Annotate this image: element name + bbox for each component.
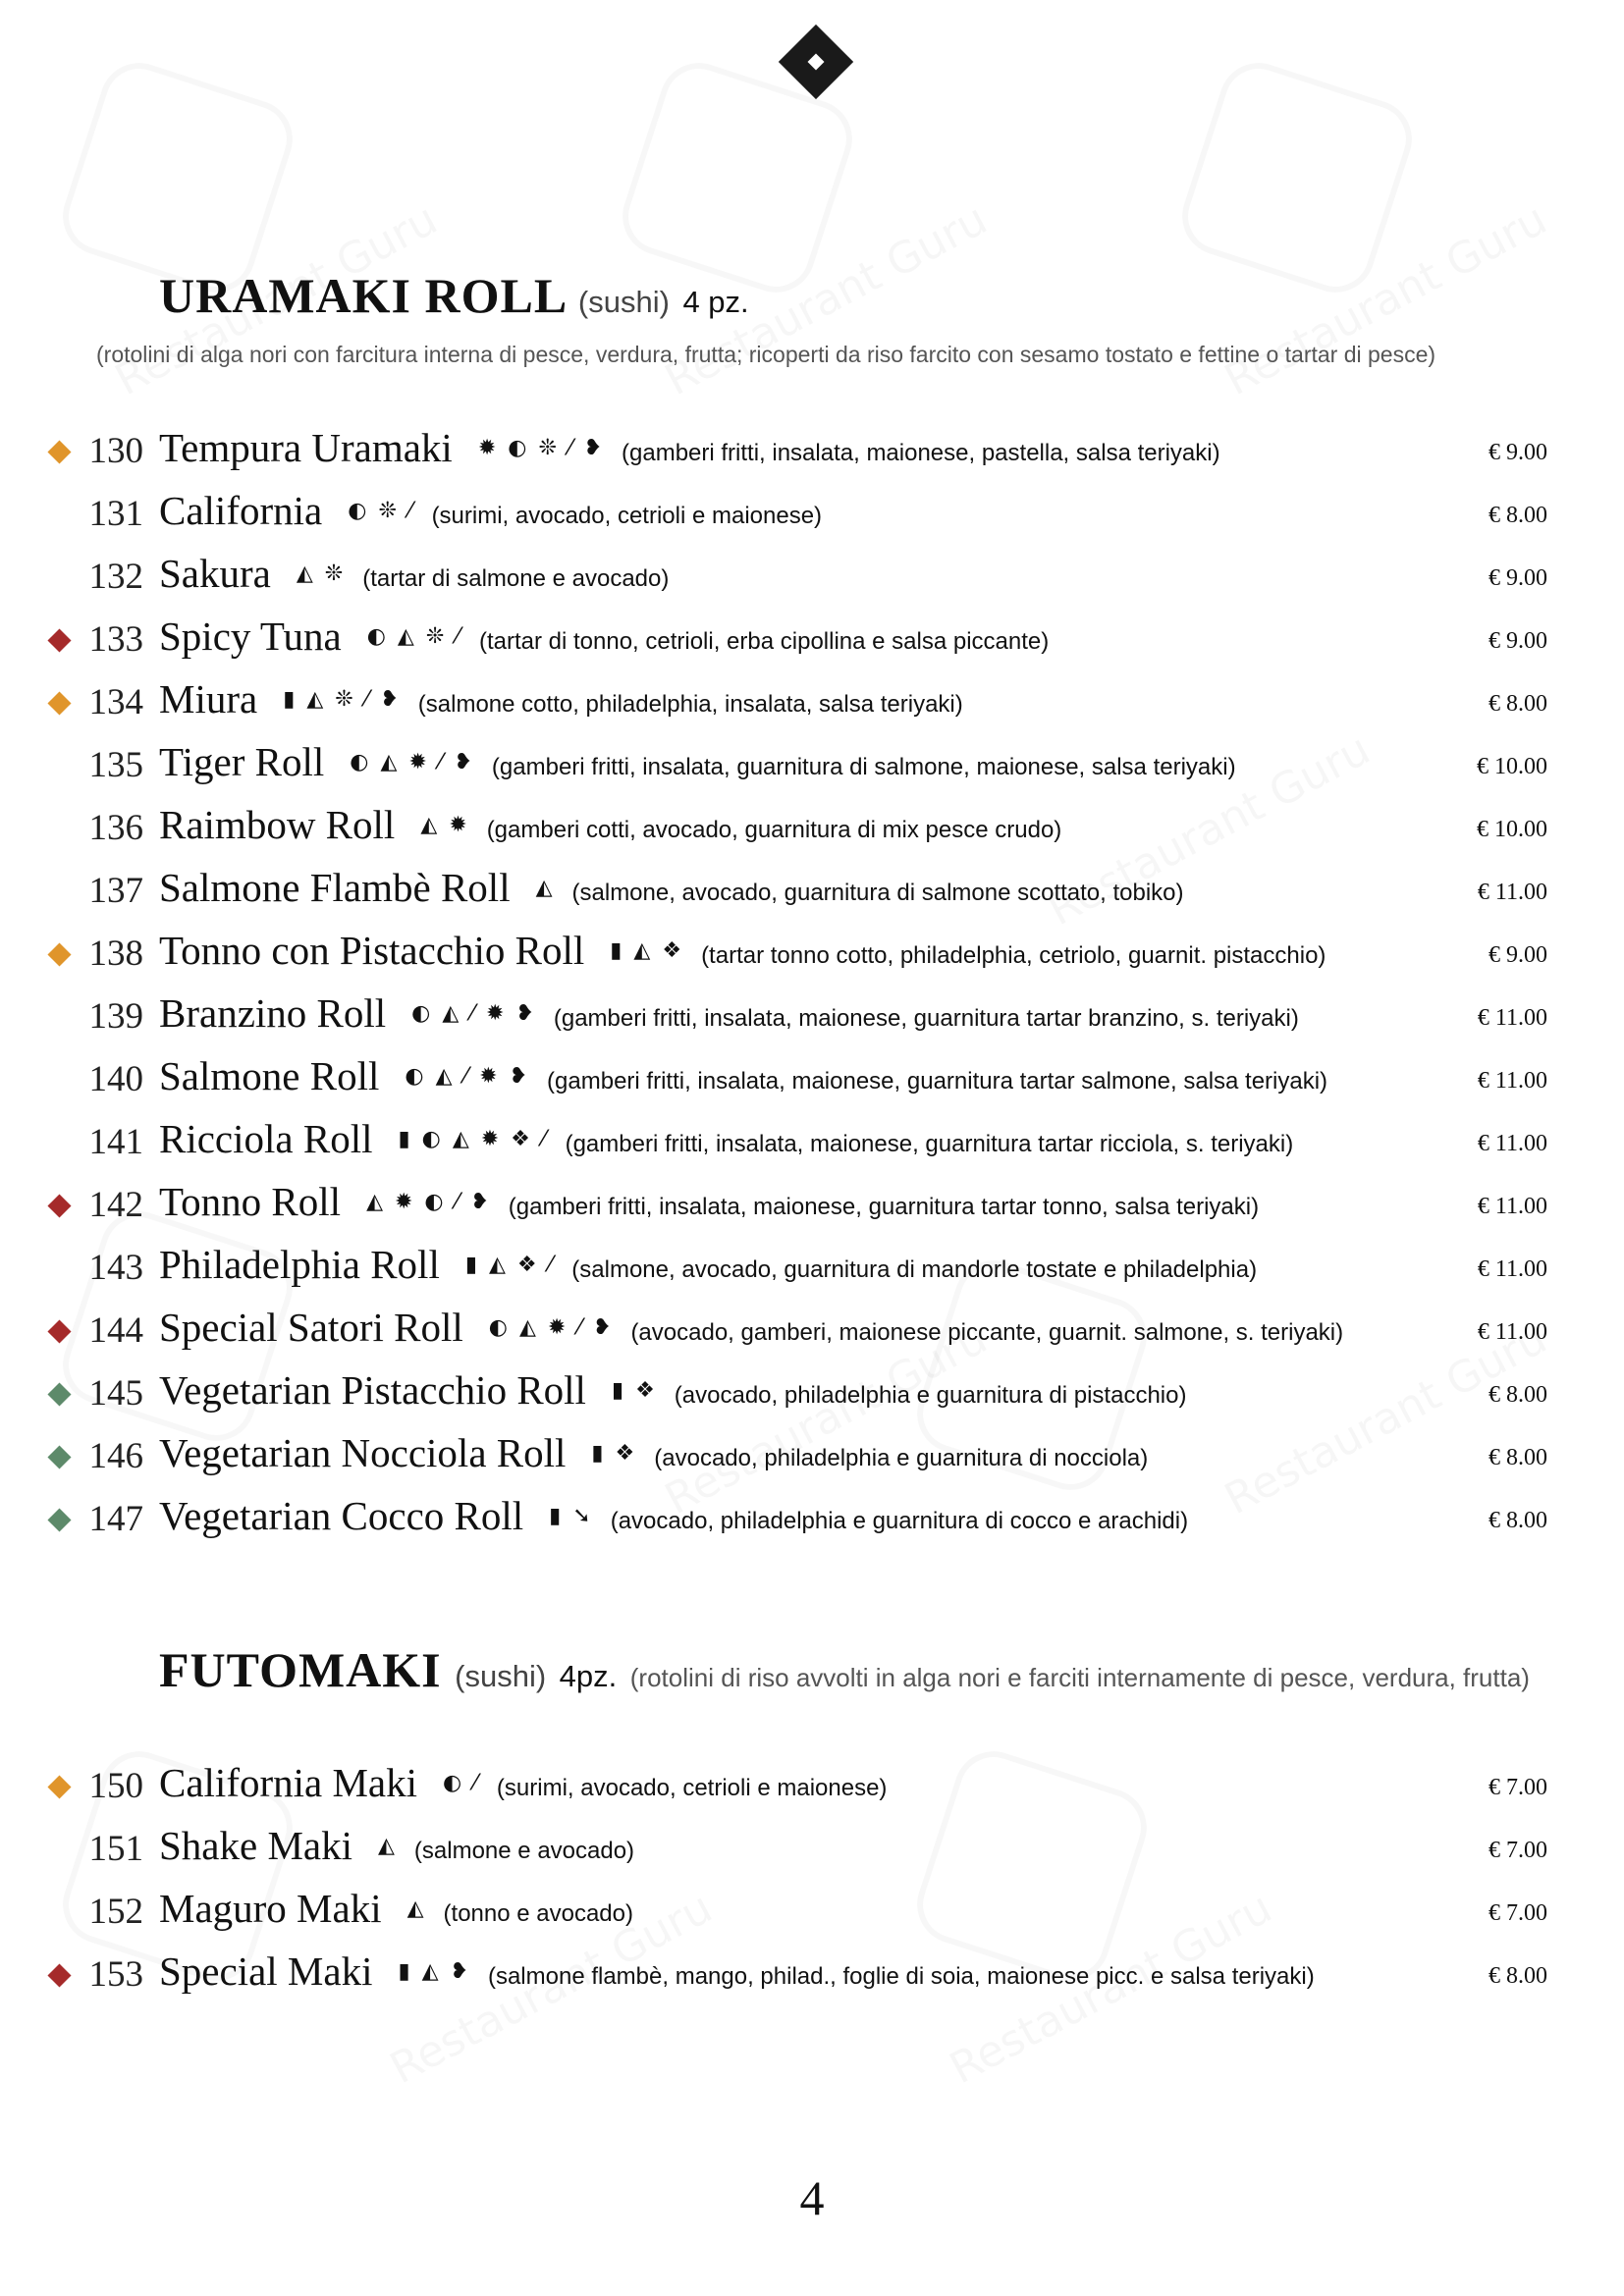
menu-item (0, 736, 1624, 795)
menu-item (0, 422, 1624, 481)
item-price: € 11.00 (1477, 1319, 1547, 1345)
allergen-icons (478, 438, 602, 459)
menu-item (0, 611, 1624, 669)
leaf-icon: ⁄ (548, 1253, 553, 1277)
menu-item (0, 799, 1624, 858)
allergen-icons (465, 1255, 552, 1276)
crab-icon: ✹ (485, 1001, 505, 1026)
leaf-icon: ⁄ (407, 499, 412, 523)
item-price: € 11.00 (1477, 1005, 1547, 1031)
item-number: 152 (88, 1892, 143, 1932)
item-name: Vegetarian Pistacchio Roll (159, 1367, 586, 1413)
menu-item (0, 1113, 1624, 1172)
item-name: Vegetarian Nocciola Roll (159, 1430, 567, 1475)
menu-item (0, 1490, 1624, 1549)
item-number: 138 (88, 934, 143, 974)
item-number: 141 (88, 1122, 143, 1162)
item-number: 150 (88, 1766, 143, 1806)
item-description: (tonno e avocado) (443, 1900, 633, 1927)
item-description: (salmone cotto, philadelphia, insalata, salsa teriyaki) (417, 691, 963, 718)
egg-icon: ◐ (488, 1315, 508, 1340)
fish-icon: ◭ (535, 876, 553, 900)
fish-icon: ◭ (518, 1315, 536, 1340)
leaf-icon: ⁄ (577, 1315, 581, 1340)
uramaki-title-text: URAMAKI ROLL (159, 268, 566, 323)
leaf-icon: ⁄ (568, 436, 572, 460)
item-price: € 10.00 (1477, 754, 1547, 779)
leaf-icon: ⁄ (438, 750, 443, 774)
item-number: 143 (88, 1248, 143, 1288)
uramaki-pcs: 4 pz. (682, 285, 749, 319)
item-name: Spicy Tuna (159, 614, 342, 659)
item-description: (avocado, philadelphia e guarnitura di pistacchio) (674, 1382, 1187, 1409)
menu-item (0, 485, 1624, 544)
egg-icon: ◐ (424, 1190, 444, 1214)
crab-icon: ✹ (480, 1127, 500, 1151)
milk-icon: ▮ (591, 1441, 604, 1466)
peanut-icon: ➘ (572, 1504, 591, 1528)
item-price: € 8.00 (1489, 503, 1547, 528)
futomaki-pcs: 4pz. (559, 1659, 618, 1693)
item-description: (salmone e avocado) (413, 1838, 635, 1864)
sauce-icon: ❥ (509, 1064, 528, 1089)
item-name: Philadelphia Roll (159, 1242, 440, 1287)
item-description: (gamberi fritti, insalata, maionese, guarnitura tartar ricciola, s. teriyaki) (565, 1131, 1294, 1157)
item-name: Ricciola Roll (159, 1116, 373, 1161)
item-description: (gamberi cotti, avocado, guarnitura di mix pesce crudo) (486, 817, 1062, 843)
item-number: 136 (88, 808, 143, 848)
menu-item (0, 548, 1624, 607)
item-price: € 7.00 (1489, 1775, 1547, 1800)
sauce-icon: ❥ (593, 1315, 612, 1340)
menu-item (0, 1050, 1624, 1109)
item-description: (salmone, avocado, guarnitura di mandorle tostate e philadelphia) (571, 1256, 1258, 1283)
item-price: € 11.00 (1477, 1256, 1547, 1282)
fish-icon: ◭ (306, 687, 324, 712)
egg-icon: ◐ (350, 750, 369, 774)
item-description: (avocado, gamberi, maionese piccante, guarnit. salmone, s. teriyaki) (630, 1319, 1344, 1346)
item-number: 140 (88, 1059, 143, 1099)
allergen-icons (591, 1443, 634, 1465)
item-description: (surimi, avocado, cetrioli e maionese) (496, 1775, 888, 1801)
item-price: € 11.00 (1477, 1194, 1547, 1219)
milk-icon: ▮ (283, 687, 296, 712)
sauce-icon: ❥ (454, 750, 472, 774)
crab-icon: ✹ (449, 813, 467, 837)
item-name: Raimbow Roll (159, 802, 396, 847)
futomaki-title (159, 1641, 1530, 1698)
leaf-icon: ⁄ (455, 1190, 460, 1214)
leaf-icon: ⁄ (456, 624, 460, 649)
allergen-icons (283, 689, 399, 711)
allergen-icons (536, 878, 553, 899)
crab-icon: ✹ (479, 1064, 498, 1089)
bullet-diamond-icon (47, 1963, 71, 1987)
egg-icon: ◐ (405, 1064, 424, 1089)
item-description: (tartar tonno cotto, philadelphia, cetriolo, guarnit. pistacchio) (701, 942, 1326, 969)
item-description: (gamberi fritti, insalata, maionese, guarnitura tartar tonno, salsa teriyaki) (508, 1194, 1260, 1220)
allergen-icons (407, 1898, 424, 1920)
fish-icon: ◭ (378, 1834, 395, 1858)
item-price: € 11.00 (1477, 1068, 1547, 1094)
menu-item (0, 1176, 1624, 1235)
item-number: 153 (88, 1954, 143, 1995)
uramaki-title (159, 267, 749, 324)
item-price: € 8.00 (1489, 1445, 1547, 1470)
item-name: Miura (159, 676, 258, 721)
allergen-icons (405, 1066, 527, 1088)
top-diamond-ornament (779, 25, 853, 99)
nut-icon: ❖ (615, 1441, 635, 1466)
item-price: € 8.00 (1489, 1382, 1547, 1408)
sauce-icon: ❥ (470, 1190, 489, 1214)
menu-item (0, 1883, 1624, 1942)
item-price: € 9.00 (1489, 440, 1547, 465)
item-name: Tonno con Pistacchio Roll (159, 928, 585, 973)
item-name: Salmone Roll (159, 1053, 380, 1098)
nut-icon: ❖ (516, 1253, 537, 1277)
item-name: Tempura Uramaki (159, 425, 453, 470)
item-number: 132 (88, 557, 143, 597)
item-description: (salmone, avocado, guarnitura di salmone scottato, tobiko) (571, 880, 1184, 906)
egg-icon: ◐ (421, 1127, 441, 1151)
item-description: (surimi, avocado, cetrioli e maionese) (431, 503, 823, 529)
menu-item (0, 1239, 1624, 1298)
bullet-diamond-icon (47, 1319, 71, 1343)
item-description: (avocado, philadelphia e guarnitura di nocciola) (654, 1445, 1149, 1471)
allergen-icons (350, 752, 472, 774)
menu-item (0, 925, 1624, 984)
egg-icon: ◐ (366, 624, 386, 649)
watermark-text (1217, 194, 1554, 405)
item-number: 145 (88, 1373, 143, 1414)
bullet-diamond-icon (47, 1194, 71, 1217)
item-name: Shake Maki (159, 1823, 352, 1868)
leaf-icon: ⁄ (541, 1127, 546, 1151)
item-price: € 10.00 (1477, 817, 1547, 842)
fish-icon: ◭ (296, 561, 313, 586)
bullet-diamond-icon (47, 1382, 71, 1406)
fish-icon: ◭ (421, 1959, 439, 1984)
milk-icon: ▮ (398, 1127, 410, 1151)
allergen-icons (378, 1836, 395, 1857)
sauce-icon: ❥ (515, 1001, 534, 1026)
fish-icon: ◭ (435, 1064, 453, 1089)
egg-icon: ◐ (411, 1001, 431, 1026)
item-name: Salmone Flambè Roll (159, 865, 511, 910)
item-number: 137 (88, 871, 143, 911)
nut-icon: ❖ (511, 1127, 530, 1151)
menu-item (0, 1427, 1624, 1486)
futomaki-sub: (sushi) (455, 1659, 547, 1693)
item-name: Special Satori Roll (159, 1305, 463, 1350)
item-description: (avocado, philadelphia e guarnitura di cocco e arachidi) (610, 1508, 1189, 1534)
item-name: Sakura (159, 551, 271, 596)
allergen-icons (420, 815, 466, 836)
menu-item (0, 1757, 1624, 1816)
item-number: 146 (88, 1436, 143, 1476)
allergen-icons (366, 1192, 489, 1213)
item-price: € 8.00 (1489, 1508, 1547, 1533)
leaf-icon: ⁄ (473, 1771, 477, 1795)
item-number: 135 (88, 745, 143, 785)
milk-icon: ▮ (611, 1378, 624, 1403)
bullet-diamond-icon (47, 942, 71, 966)
menu-item (0, 988, 1624, 1046)
item-price: € 8.00 (1489, 691, 1547, 717)
leaf-icon: ⁄ (463, 1064, 468, 1089)
bullet-diamond-icon (47, 1445, 71, 1468)
sauce-icon: ❥ (380, 687, 399, 712)
item-number: 134 (88, 682, 143, 722)
fish-icon: ◭ (406, 1896, 424, 1921)
item-name: Maguro Maki (159, 1886, 382, 1931)
item-name: California (159, 488, 323, 533)
item-number: 151 (88, 1829, 143, 1869)
fish-icon: ◭ (442, 1001, 460, 1026)
sesame-icon: ❊ (335, 687, 353, 712)
fish-icon: ◭ (452, 1127, 469, 1151)
item-description: (tartar di tonno, cetrioli, erba cipollina e salsa piccante) (478, 628, 1050, 655)
allergen-icons (443, 1773, 477, 1794)
bullet-diamond-icon (47, 628, 71, 652)
item-price: € 9.00 (1489, 565, 1547, 591)
item-name: Branzino Roll (159, 990, 387, 1036)
item-description: (salmone flambè, mango, philad., foglie di soia, maionese picc. e salsa teriyaki) (487, 1963, 1315, 1990)
milk-icon: ▮ (610, 938, 623, 963)
sauce-icon: ❥ (583, 436, 603, 460)
futomaki-description: (rotolini di riso avvolti in alga nori e farciti internamente di pesce, verdura, frutta) (629, 1663, 1530, 1692)
fish-icon: ◭ (397, 624, 414, 649)
menu-item (0, 1820, 1624, 1879)
item-number: 131 (88, 494, 143, 534)
sauce-icon: ❥ (450, 1959, 468, 1984)
item-name: Special Maki (159, 1949, 373, 1994)
item-price: € 9.00 (1489, 942, 1547, 968)
bullet-diamond-icon (47, 1508, 71, 1531)
item-number: 133 (88, 619, 143, 660)
bullet-diamond-icon (47, 691, 71, 715)
allergen-icons (399, 1129, 546, 1150)
allergen-icons (489, 1317, 612, 1339)
futomaki-title-text: FUTOMAKI (159, 1642, 442, 1697)
menu-item (0, 1302, 1624, 1361)
crab-icon: ✹ (394, 1190, 413, 1214)
item-price: € 8.00 (1489, 1963, 1547, 1989)
allergen-icons (549, 1506, 591, 1527)
leaf-icon: ⁄ (470, 1001, 474, 1026)
milk-icon: ▮ (549, 1504, 562, 1528)
uramaki-description: (rotolini di alga nori con farcitura interna di pesce, verdura, frutta; ricoperti da riso farcito con sesamo tostato e fettine o tartar di pesce) (96, 342, 1436, 367)
item-description: (gamberi fritti, insalata, guarnitura di salmone, maionese, salsa teriyaki) (491, 754, 1236, 780)
sesame-icon: ❊ (324, 561, 344, 586)
item-number: 142 (88, 1185, 143, 1225)
menu-item (0, 673, 1624, 732)
bullet-diamond-icon (47, 440, 71, 463)
bullet-diamond-icon (47, 1775, 71, 1798)
milk-icon: ▮ (464, 1253, 477, 1277)
sesame-icon: ❊ (425, 624, 445, 649)
item-number: 139 (88, 996, 143, 1037)
item-description: (gamberi fritti, insalata, maionese, pastella, salsa teriyaki) (622, 440, 1220, 466)
watermark-logo (1172, 53, 1423, 303)
item-name: Tonno Roll (159, 1179, 342, 1224)
fish-icon: ◭ (633, 938, 651, 963)
item-name: California Maki (159, 1760, 418, 1805)
item-price: € 11.00 (1477, 1131, 1547, 1156)
item-description: (gamberi fritti, insalata, maionese, guarnitura tartar branzino, s. teriyaki) (553, 1005, 1299, 1032)
item-name: Vegetarian Cocco Roll (159, 1493, 524, 1538)
allergen-icons (367, 626, 460, 648)
nut-icon: ❖ (662, 938, 682, 963)
item-name: Tiger Roll (159, 739, 325, 784)
item-description: (gamberi fritti, insalata, maionese, guarnitura tartar salmone, salsa teriyaki) (547, 1068, 1328, 1095)
milk-icon: ▮ (398, 1959, 410, 1984)
allergen-icons (612, 1380, 655, 1402)
menu-item (0, 1946, 1624, 2004)
allergen-icons (411, 1003, 534, 1025)
sesame-icon: ❊ (538, 436, 557, 460)
fish-icon: ◭ (380, 750, 398, 774)
crab-icon: ✹ (408, 750, 427, 774)
item-price: € 7.00 (1489, 1900, 1547, 1926)
uramaki-sub: (sushi) (577, 285, 670, 319)
item-number: 147 (88, 1499, 143, 1539)
nut-icon: ❖ (635, 1378, 655, 1403)
item-price: € 9.00 (1489, 628, 1547, 654)
menu-item (0, 862, 1624, 921)
egg-icon: ◐ (348, 499, 367, 523)
crab-icon: ✹ (547, 1315, 567, 1340)
item-number: 144 (88, 1310, 143, 1351)
fish-icon: ◭ (366, 1190, 383, 1214)
sesame-icon: ❊ (378, 499, 397, 523)
item-price: € 11.00 (1477, 880, 1547, 905)
item-number: 130 (88, 431, 143, 471)
menu-item (0, 1364, 1624, 1423)
fish-icon: ◭ (488, 1253, 506, 1277)
watermark-logo (53, 53, 303, 303)
crab-icon: ✹ (477, 436, 497, 460)
allergen-icons (610, 940, 681, 962)
egg-icon: ◐ (443, 1771, 462, 1795)
item-price: € 7.00 (1489, 1838, 1547, 1863)
fish-icon: ◭ (420, 813, 438, 837)
egg-icon: ◐ (508, 436, 527, 460)
allergen-icons (398, 1961, 467, 1983)
leaf-icon: ⁄ (364, 687, 369, 712)
item-description: (tartar di salmone e avocado) (362, 565, 670, 592)
allergen-icons (348, 501, 411, 522)
allergen-icons (297, 563, 343, 585)
page-number: 4 (799, 2170, 825, 2225)
